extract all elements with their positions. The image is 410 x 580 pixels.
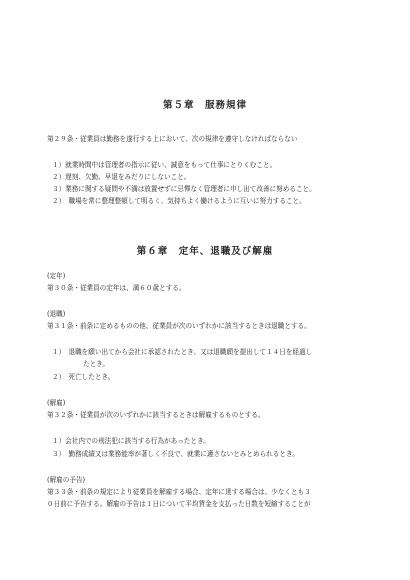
teinen-heading: (定年) xyxy=(47,272,66,280)
chapter5-item-1: １）就業時間中は管理者の指示に従い、誠意をもって仕事にとりくむこと。 xyxy=(52,161,277,169)
article32-item-1: １）会社内での刑法犯に該当する行為があったとき。 xyxy=(52,437,210,445)
article33-line-1: 第３３条・前条の規定により従業員を解雇する場合、定年に達する場合は、少なくとも３ xyxy=(47,488,311,496)
article31-item-1: １） 退職を願い出てから会社に承認されたとき、又は退職願を提出して１４日を経過し xyxy=(52,348,313,356)
kaiko-heading: (解雇) xyxy=(47,399,66,407)
chapter5-item-4: ２） 職場を常に整理整頓して明るく、気持ちよく働けるように互いに努力すること。 xyxy=(52,197,306,205)
article30-text: 第３０条・従業員の定年は、満６０歳とする。 xyxy=(47,284,186,292)
yokoku-heading: (解雇の予告) xyxy=(47,476,86,484)
article32-text: 第３２条・従業員が次のいずれかに該当するときは解雇するものとする。 xyxy=(47,411,265,419)
taishoku-heading: (退職) xyxy=(47,310,66,318)
chapter5-item-3: ３）業務に関する疑問や不満は放置せずに忌憚なく管理者に申し出て改善に努めること。 xyxy=(52,185,316,193)
article32-item-2: ３） 勤務成績又は業務能率が著しく不良で、就業に適さないとみとめられるとき。 xyxy=(52,450,299,458)
article33-line-2: ０日前に予告する。解雇の予告は１日について平均賃金を支払った日数を短縮することが xyxy=(47,500,311,508)
article31-item-2: ２） 死亡したとき。 xyxy=(52,373,115,381)
article31-item-1-cont: たとき。 xyxy=(83,360,110,368)
chapter6-title: 第６章 定年、退職及び解雇 xyxy=(136,246,274,257)
chapter5-title: 第５章 服務規律 xyxy=(162,100,247,111)
article29-text: 第２９条・従業員は勤務を遂行する上において、次の規律を遵守しなければならない xyxy=(47,135,298,143)
article31-text: 第３１条・前条に定めるものの他、従業員が次のいずれかに該当するときは退職とする。 xyxy=(47,322,311,330)
chapter5-item-2: ２）遅刻、欠勤、早退をみだりにしないこと。 xyxy=(52,173,191,181)
